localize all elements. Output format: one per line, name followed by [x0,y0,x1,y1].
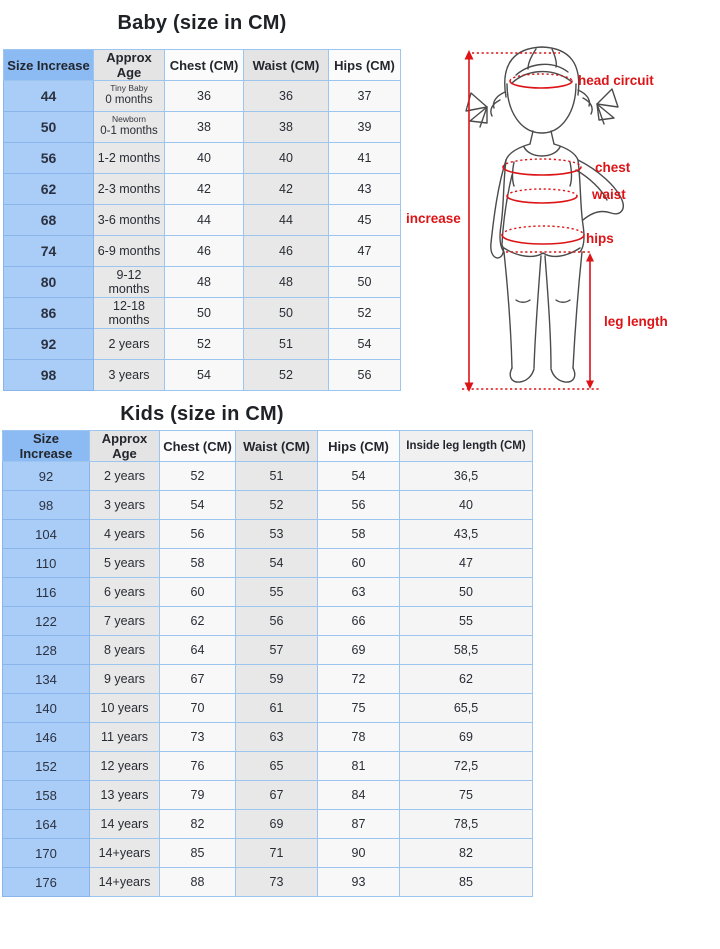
column-header: Hips (CM) [318,431,400,462]
cell-size: 140 [3,694,90,723]
cell-waist: 50 [244,298,329,329]
column-header: Inside leg length (CM) [400,431,533,462]
cell-chest: 54 [165,360,244,391]
table-row [3,462,533,491]
cell-age: 11 years [90,723,160,752]
table-row [4,143,401,174]
cell-size: 152 [3,752,90,781]
cell-age: 1-2 months [94,143,165,174]
cell-size: 50 [4,112,94,143]
baby-table-title: Baby (size in CM) [117,12,287,34]
cell-chest: 76 [160,752,236,781]
column-header: Approx Age [94,50,165,81]
cell-chest: 73 [160,723,236,752]
cell-leg: 69 [400,723,533,752]
cell-size: 98 [4,360,94,391]
cell-size: 158 [3,781,90,810]
cell-age: 5 years [90,549,160,578]
cell-waist: 38 [244,112,329,143]
cell-age: 6 years [90,578,160,607]
cell-leg: 58,5 [400,636,533,665]
cell-size: 56 [4,143,94,174]
cell-chest: 56 [160,520,236,549]
cell-chest: 67 [160,665,236,694]
header-row [3,431,533,462]
cell-hips: 75 [318,694,400,723]
table-row [4,205,401,236]
column-header: Chest (CM) [160,431,236,462]
cell-chest: 70 [160,694,236,723]
cell-size: 128 [3,636,90,665]
cell-chest: 85 [160,839,236,868]
cell-leg: 43,5 [400,520,533,549]
cell-waist: 36 [244,81,329,112]
cell-chest: 60 [160,578,236,607]
cell-size: 134 [3,665,90,694]
cell-waist: 71 [236,839,318,868]
cell-hips: 87 [318,810,400,839]
cell-hips: 66 [318,607,400,636]
cell-age [94,81,165,112]
cell-hips: 47 [329,236,401,267]
cell-chest: 42 [165,174,244,205]
cell-chest: 79 [160,781,236,810]
cell-age: 2 years [94,329,165,360]
cell-leg: 65,5 [400,694,533,723]
cell-size: 98 [3,491,90,520]
table-row [4,360,401,391]
cell-waist: 54 [236,549,318,578]
cell-leg: 62 [400,665,533,694]
table-row [3,810,533,839]
kids-table-title: Kids (size in CM) [120,403,284,425]
kids-size-table [2,430,533,897]
cell-waist: 61 [236,694,318,723]
cell-chest: 54 [160,491,236,520]
column-header: Waist (CM) [236,431,318,462]
cell-size: 86 [4,298,94,329]
table-row [3,781,533,810]
cell-age: 10 years [90,694,160,723]
cell-hips: 60 [318,549,400,578]
table-row [3,723,533,752]
cell-age: 3-6 months [94,205,165,236]
cell-waist: 48 [244,267,329,298]
cell-size: 92 [3,462,90,491]
cell-age: 8 years [90,636,160,665]
hips-ring [502,226,584,244]
cell-size: 122 [3,607,90,636]
cell-chest: 58 [160,549,236,578]
cell-hips: 58 [318,520,400,549]
cell-leg: 85 [400,868,533,897]
cell-chest: 62 [160,607,236,636]
cell-age: 2-3 months [94,174,165,205]
leg-length-label: leg length [604,314,668,329]
cell-hips: 43 [329,174,401,205]
cell-hips: 54 [318,462,400,491]
cell-chest: 40 [165,143,244,174]
head-circuit-label: head circuit [578,73,654,88]
chest-label: chest [595,160,631,175]
cell-chest: 44 [165,205,244,236]
cell-age: 14+years [90,839,160,868]
cell-hips: 37 [329,81,401,112]
cell-age: 4 years [90,520,160,549]
cell-age: 6-9 months [94,236,165,267]
cell-waist: 51 [244,329,329,360]
cell-hips: 90 [318,839,400,868]
column-header: Chest (CM) [165,50,244,81]
cell-waist: 73 [236,868,318,897]
header-row [4,50,401,81]
cell-waist: 57 [236,636,318,665]
cell-waist: 46 [244,236,329,267]
table-row [4,174,401,205]
cell-age: 14+years [90,868,160,897]
cell-hips: 93 [318,868,400,897]
cell-waist: 42 [244,174,329,205]
cell-waist: 56 [236,607,318,636]
cell-hips: 69 [318,636,400,665]
cell-note: Newborn [111,114,147,125]
cell-size: 74 [4,236,94,267]
cell-size: 116 [3,578,90,607]
cell-hips: 78 [318,723,400,752]
cell-waist: 51 [236,462,318,491]
cell-age: 2 years [90,462,160,491]
cell-waist: 52 [244,360,329,391]
column-header: Waist (CM) [244,50,329,81]
waist-label: waist [592,187,626,202]
table-row [4,81,401,112]
cell-age: 3 years [90,491,160,520]
chest-ring [503,159,581,175]
cell-size: 62 [4,174,94,205]
cell-age: 3 years [94,360,165,391]
table-row [4,112,401,143]
cell-waist: 63 [236,723,318,752]
cell-chest: 82 [160,810,236,839]
waist-ring [507,189,577,203]
cell-age: 14 years [90,810,160,839]
cell-age: 7 years [90,607,160,636]
cell-waist: 44 [244,205,329,236]
cell-waist: 55 [236,578,318,607]
cell-waist: 59 [236,665,318,694]
measurement-diagram [400,40,720,400]
cell-chest: 64 [160,636,236,665]
cell-size: 146 [3,723,90,752]
cell-chest: 38 [165,112,244,143]
cell-size: 164 [3,810,90,839]
cell-hips: 39 [329,112,401,143]
cell-leg: 50 [400,578,533,607]
cell-hips: 81 [318,752,400,781]
table-row [3,752,533,781]
cell-waist: 53 [236,520,318,549]
table-row [3,868,533,897]
table-row [3,694,533,723]
cell-chest: 50 [165,298,244,329]
cell-age: 9 years [90,665,160,694]
column-header: Size Increase [4,50,94,81]
table-row [3,578,533,607]
cell-leg: 75 [400,781,533,810]
cell-leg: 82 [400,839,533,868]
cell-size: 104 [3,520,90,549]
cell-chest: 36 [165,81,244,112]
cell-hips: 52 [329,298,401,329]
table-row [3,839,533,868]
cell-hips: 50 [329,267,401,298]
table-row [4,329,401,360]
increase-label: increase [406,211,461,226]
cell-leg: 72,5 [400,752,533,781]
cell-waist: 52 [236,491,318,520]
cell-chest: 46 [165,236,244,267]
cell-size: 68 [4,205,94,236]
cell-waist: 69 [236,810,318,839]
cell-hips: 63 [318,578,400,607]
cell-size: 92 [4,329,94,360]
cell-size: 44 [4,81,94,112]
table-row [3,607,533,636]
cell-note: Tiny Baby [110,83,148,94]
cell-waist: 67 [236,781,318,810]
cell-chest: 52 [160,462,236,491]
table-row [4,298,401,329]
cell-waist: 65 [236,752,318,781]
table-row [3,636,533,665]
cell-age: 12-18 months [94,298,165,329]
table-row [3,491,533,520]
cell-leg: 78,5 [400,810,533,839]
cell-hips: 41 [329,143,401,174]
cell-hips: 54 [329,329,401,360]
cell-leg: 55 [400,607,533,636]
column-header: Size Increase [3,431,90,462]
table-row [3,549,533,578]
cell-text: 0 months [105,93,153,106]
cell-age: 13 years [90,781,160,810]
table-row [3,665,533,694]
cell-hips: 56 [329,360,401,391]
cell-age: 12 years [90,752,160,781]
cell-hips: 45 [329,205,401,236]
cell-size: 80 [4,267,94,298]
cell-waist: 40 [244,143,329,174]
cell-age [94,112,165,143]
table-row [4,267,401,298]
cell-leg: 47 [400,549,533,578]
child-figure-sketch [466,47,623,382]
hips-label: hips [586,231,614,246]
head-circuit-ring [510,74,572,88]
table-row [4,236,401,267]
cell-size: 176 [3,868,90,897]
cell-leg: 40 [400,491,533,520]
cell-hips: 72 [318,665,400,694]
cell-chest: 88 [160,868,236,897]
cell-chest: 48 [165,267,244,298]
cell-hips: 84 [318,781,400,810]
increase-arrow [462,50,600,392]
cell-chest: 52 [165,329,244,360]
column-header: Approx Age [90,431,160,462]
baby-size-table [3,49,401,391]
cell-hips: 56 [318,491,400,520]
column-header: Hips (CM) [329,50,401,81]
cell-text: 0-1 months [100,124,158,137]
table-row [3,520,533,549]
cell-age: 9-12 months [94,267,165,298]
cell-size: 110 [3,549,90,578]
cell-size: 170 [3,839,90,868]
cell-leg: 36,5 [400,462,533,491]
